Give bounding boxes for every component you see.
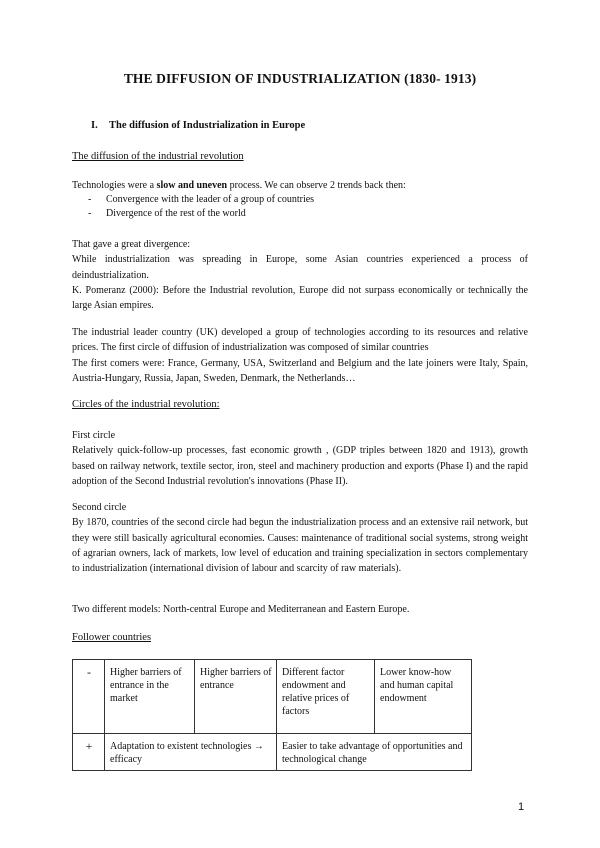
second-circle-block xyxy=(72,500,528,576)
table-cell: Lower know-how and human capital endowment xyxy=(375,660,472,734)
document-title: THE DIFFUSION OF INDUSTRIALIZATION (1830- 1913) xyxy=(123,71,477,86)
subheading-circles: Circles of the industrial revolution: xyxy=(72,399,220,410)
subheading-followers: Follower countries xyxy=(72,632,152,643)
table-cell: Different factor endowment and relative prices of factors xyxy=(277,660,375,734)
trend-list xyxy=(88,193,314,221)
subheading-diffusion: The diffusion of the industrial revolution xyxy=(72,151,244,162)
list-item: - Divergence of the rest of the world xyxy=(88,208,246,219)
table-cell-sign: + xyxy=(73,734,105,771)
table-cell: Adaptation to existent technologies → efficacy xyxy=(105,734,277,771)
page-number: 1 xyxy=(518,801,525,813)
first-circle-title: First circle xyxy=(72,430,116,441)
list-item: - Convergence with the leader of a group of countries xyxy=(88,194,315,205)
emphasis-slow-uneven: slow and uneven xyxy=(156,180,228,191)
section-number: I. xyxy=(91,120,98,131)
table-row xyxy=(73,734,472,771)
first-circle-text: Relatively quick-follow-up processes, fast economic growth , (GDP triples between 1820 and 1913), growth based on railway network, textile sector, iron, steel and machinery production and exports (Phase I) and the rapid adoption of the Second Industrial revolution's innovations (Phase II). xyxy=(72,445,528,487)
table-cell-sign: - xyxy=(73,660,105,734)
table-row xyxy=(73,660,472,734)
first-circle-block xyxy=(72,428,528,489)
paragraph-divergence: That gave a great divergence: While industrialization was spreading in Europe, some Asian countries experienced a process of deindustrialization. K. Pomeranz (2000): Before the Industrial revolution, Europe did not surpass economically or technically the large Asian empires. xyxy=(72,239,528,312)
follower-countries-table xyxy=(72,659,472,771)
paragraph-two-models: Two different models: North-central Europe and Mediterranean and Eastern Europe. xyxy=(72,604,410,615)
paragraph-trends: Technologies were a slow and uneven process. We can observe 2 trends back then: xyxy=(72,180,406,191)
table-cell: Higher barriers of entrance xyxy=(195,660,277,734)
second-circle-title: Second circle xyxy=(72,502,127,513)
table-cell: Higher barriers of entrance in the market xyxy=(105,660,195,734)
section-heading xyxy=(91,120,305,131)
section-title: The diffusion of Industrialization in Europe xyxy=(109,120,306,131)
paragraph-leader: The industrial leader country (UK) developed a group of technologies according to its resources and relative prices. The first circle of diffusion of industrialization was composed of similar countries The first comers were: France, Germany, USA, Switzerland and Belgium and the late joiners were Italy, Spain, Austria-Hungary, Russia, Japan, Sweden, Denmark, the Netherlands… xyxy=(72,327,528,384)
second-circle-text: By 1870, countries of the second circle had begun the industrialization process and an extensive rail network, but they were still basically agricultural economies. Causes: maintenance of traditional social systems, strong weight of agrarian owners, lack of markets, low level of education and training specialization in sectors complementary to industrialization (international division of labour and scarcity of raw materials). xyxy=(72,517,528,575)
table-cell: Easier to take advantage of opportunities and technological change xyxy=(277,734,472,771)
